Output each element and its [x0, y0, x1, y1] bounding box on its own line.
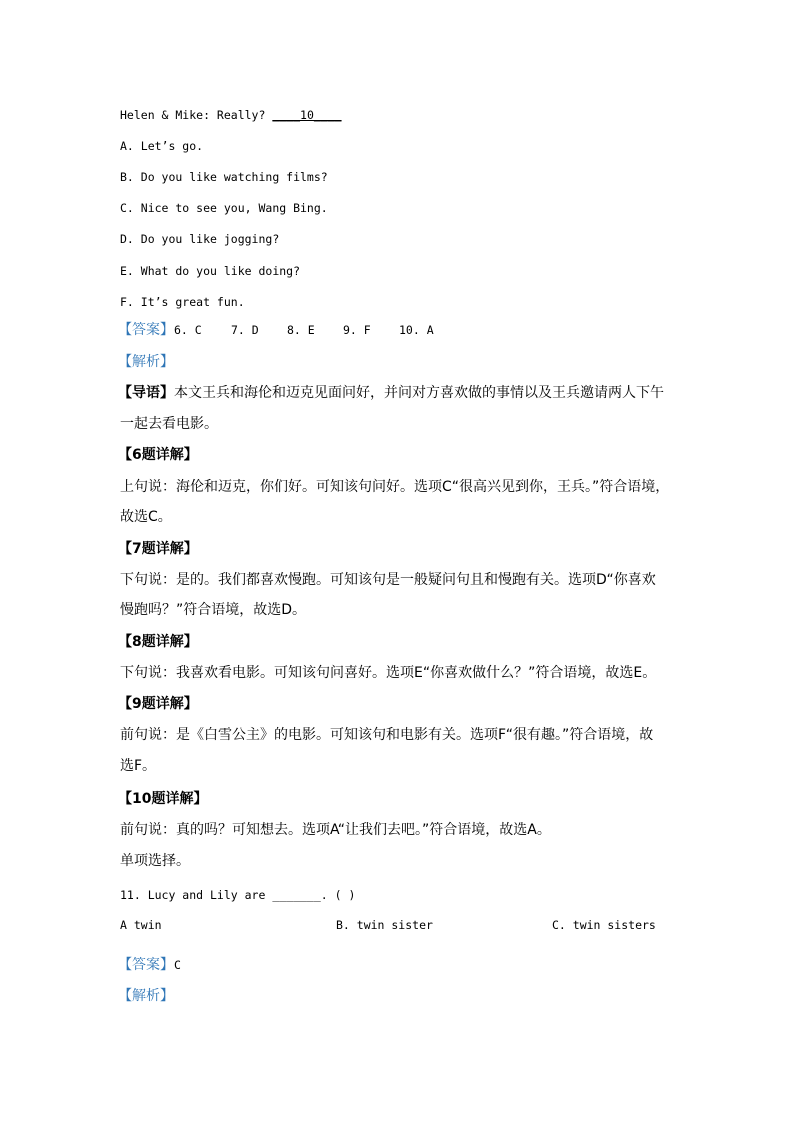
option-a: A. Let’s go. [120, 139, 204, 153]
detail-9-text: 前句说：是《白雪公主》的电影。可知该句和电影有关。选项F“很有趣。”符合语境，故 [120, 727, 654, 743]
section-title: 单项选择。 [120, 853, 190, 869]
question-10-line [120, 106, 342, 124]
answer-line [118, 321, 434, 339]
question-11-stem: 11. Lucy and Lily are _______. ( ) [120, 888, 356, 902]
q11-answer-line [118, 956, 181, 974]
option-b: B. Do you like watching films? [120, 170, 328, 184]
answer-label: 【答案】 [118, 322, 174, 338]
analysis-label: 【解析】 [118, 354, 174, 370]
answer-10: 10. A [399, 323, 434, 337]
detail-10-label: 【10题详解】 [118, 791, 208, 807]
answer-9: 9. F [343, 323, 371, 337]
answer-8: 8. E [287, 323, 315, 337]
detail-9-label: 【9题详解】 [118, 696, 198, 712]
intro-text: 本文王兵和海伦和迈克见面问好，并问对方喜欢做的事情以及王兵邀请两人下午 [174, 385, 664, 401]
q11-option-b: B. twin sister [336, 918, 433, 932]
option-c: C. Nice to see you, Wang Bing. [120, 201, 328, 215]
answer-7: 7. D [231, 323, 259, 337]
q11-option-c: C. twin sisters [552, 918, 656, 932]
intro-line-2: 一起去看电影。 [120, 416, 218, 432]
detail-10-text: 前句说：真的吗？可知想去。选项A“让我们去吧。”符合语境，故选A。 [120, 822, 551, 838]
blank-10: ____10____ [272, 108, 342, 122]
q11-answer: C [174, 958, 181, 972]
dialog-speaker: Helen & Mike: Really? [120, 108, 273, 122]
detail-8-text: 下句说：我喜欢看电影。可知该句问喜好。选项E“你喜欢做什么？”符合语境，故选E。 [120, 665, 657, 681]
detail-9-text: 选F。 [120, 758, 157, 774]
option-d: D. Do you like jogging? [120, 232, 280, 246]
detail-7-label: 【7题详解】 [118, 541, 198, 557]
detail-7-text: 下句说：是的。我们都喜欢慢跑。可知该句是一般疑问句且和慢跑有关。选项D“你喜欢 [120, 572, 656, 588]
option-e: E. What do you like doing? [120, 264, 301, 278]
answer-label: 【答案】 [118, 957, 174, 973]
analysis-label: 【解析】 [118, 988, 174, 1004]
q11-option-a: A twin [120, 918, 162, 932]
answer-6: 6. C [174, 323, 202, 337]
option-f: F. It’s great fun. [120, 295, 245, 309]
detail-6-text: 上句说：海伦和迈克，你们好。可知该句问好。选项C“很高兴见到你，王兵。”符合语境， [120, 479, 670, 495]
intro-label: 【导语】 [118, 385, 174, 401]
detail-6-label: 【6题详解】 [118, 447, 198, 463]
intro-line-1 [118, 384, 664, 402]
detail-8-label: 【8题详解】 [118, 634, 198, 650]
detail-6-text: 故选C。 [120, 509, 172, 525]
detail-7-text: 慢跑吗？”符合语境，故选D。 [120, 602, 307, 618]
